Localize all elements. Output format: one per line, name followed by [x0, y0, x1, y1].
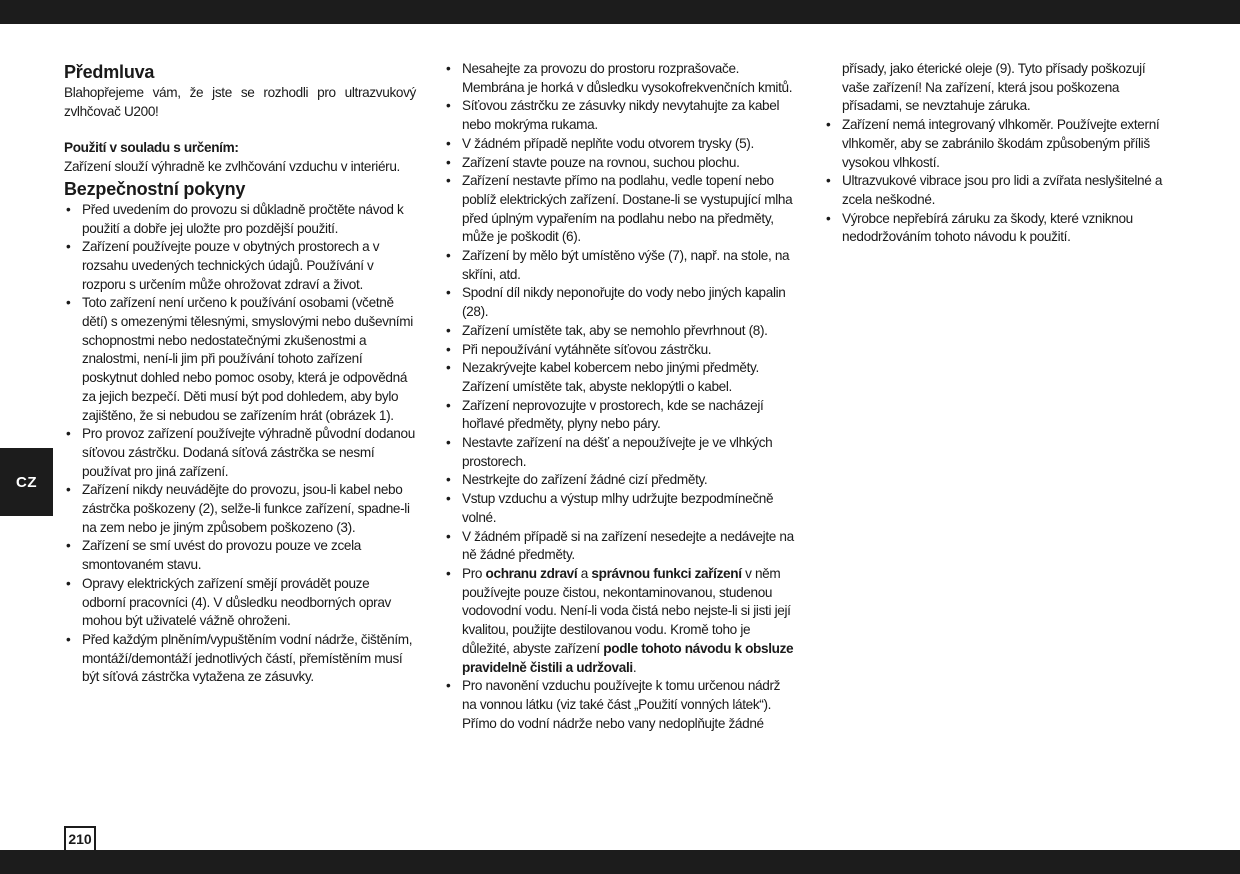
- intro-text: Blahopřejeme vám, že jste se rozhodli pro ultrazvukový zvlhčovač U200!: [64, 85, 416, 119]
- list-item: • Spodní díl nikdy neponořujte do vody nebo jiných kapalin (28).: [444, 284, 796, 321]
- list-item: • Toto zařízení není určeno k používání osobami (včetně dětí) s omezenými tělesnými, smyslovými nebo duševními schopnostmi nebo nedostatečnými zkušenostmi a znalostmi, není-li jim při používání tohoto zařízení poskytnut dohled nebo pomoc osoby, která je odpovědná za jejich bezpečí. Děti musí být pod dohledem, aby bylo zajištěno, že si nebudou se zařízením hrát (obrázek 1).: [64, 294, 416, 425]
- safety-list-end: [824, 60, 1176, 247]
- intro-title: Předmluva: [64, 62, 155, 82]
- list-item-continued: přísady, jako éterické oleje (9). Tyto přísady poškozují vaše zařízení! Na zařízení, která jsou poškozena přísadami, se nevztahuje záruka.: [842, 61, 1146, 114]
- list-item: • Zařízení se smí uvést do provozu pouze ve zcela smontovaném stavu.: [64, 537, 416, 574]
- list-item: • Při nepoužívání vytáhněte síťovou zástrčku.: [444, 341, 796, 360]
- water-text-mid2: v něm používejte pouze čistou, nekontaminovanou, studenou vodovodní vodu. Není-li voda čistá nebo nejste-li si jisti její kvalitou, použijte destilovanou vodu. Kromě toho je důležité, abyste zařízení: [462, 565, 791, 656]
- water-bold-health: ochranu zdraví: [485, 565, 578, 581]
- water-bold-cleaning: podle tohoto návodu k obsluze pravidelně čistili a udržovali: [462, 640, 794, 675]
- list-item: • Opravy elektrických zařízení smějí provádět pouze odborní pracovníci (4). V důsledku neodborných oprav mohou být uživatelé vážně ohroženi.: [64, 575, 416, 631]
- list-item: • V žádném případě si na zařízení nesedejte a nedávejte na ně žádné předměty.: [444, 528, 796, 565]
- list-item: • Zařízení nemá integrovaný vlhkoměr. Používejte externí vlhkoměr, aby se zabránilo škodám způsobeným příliš vysokou vlhkostí.: [824, 116, 1176, 172]
- list-item: • Síťovou zástrčku ze zásuvky nikdy nevytahujte za kabel nebo mokrýma rukama.: [444, 97, 796, 134]
- safety-title: Bezpečnostní pokyny: [64, 178, 246, 199]
- list-item: • V žádném případě neplňte vodu otvorem trysky (5).: [444, 135, 796, 154]
- list-item: • Pro navonění vzduchu používejte k tomu určenou nádrž na vonnou látku (viz také část „Použití vonných látek“). Přímo do vodní nádrže nebo vany nedoplňujte žádné: [444, 677, 796, 733]
- bottom-bar: [0, 850, 1240, 874]
- list-item-water-quality: [444, 565, 796, 677]
- list-item: • Zařízení stavte pouze na rovnou, suchou plochu.: [444, 154, 796, 173]
- list-item: • Zařízení nikdy neuvádějte do provozu, jsou-li kabel nebo zástrčka poškozeny (2), selže-li funkce zařízení, spadne-li na zem nebo je jiným způsobem poškozeno (3).: [64, 481, 416, 537]
- list-item: • Zařízení by mělo být umístěno výše (7), např. na stole, na skříni, atd.: [444, 247, 796, 284]
- list-item: • Nesahejte za provozu do prostoru rozprašovače. Membrána je horká v důsledku vysokofrekvenčních kmitů.: [444, 60, 796, 97]
- list-item: • Před každým plněním/vypuštěním vodní nádrže, čištěním, montáží/demontáží jednotlivých částí, přemístěním musí být síťová zástrčka vytažena ze zásuvky.: [64, 631, 416, 687]
- language-tab: CZ: [0, 448, 53, 516]
- list-item: • Nestrkejte do zařízení žádné cizí předměty.: [444, 471, 796, 490]
- list-item: • Nestavte zařízení na déšť a nepoužívejte je ve vlhkých prostorech.: [444, 434, 796, 471]
- page-number: 210: [64, 826, 96, 850]
- list-item: • Před uvedením do provozu si důkladně pročtěte návod k použití a dobře jej uložte pro pozdější použití.: [64, 201, 416, 238]
- list-item: • Výrobce nepřebírá záruku za škody, které vzniknou nedodržováním tohoto návodu k použití.: [824, 210, 1176, 247]
- list-item: • Zařízení nestavte přímo na podlahu, vedle topení nebo poblíž elektrických zařízení. Dostane-li se vystupující mlha před úplným vypařením na podlahu nebo na předměty, může je poškodit (6).: [444, 172, 796, 247]
- list-item: • Zařízení používejte pouze v obytných prostorech a v rozsahu uvedených technických údajů. Používání v rozporu s určením může ohrožovat zdraví a život.: [64, 238, 416, 294]
- list-item: • Vstup vzduchu a výstup mlhy udržujte bezpodmínečně volné.: [444, 490, 796, 527]
- safety-list: [64, 201, 416, 687]
- water-text-pre: Pro: [462, 565, 486, 581]
- column-1: [64, 60, 416, 687]
- usage-title: Použití v souladu s určením:: [64, 140, 239, 156]
- top-bar: [0, 0, 1240, 24]
- safety-list-continued: [444, 60, 796, 733]
- water-bold-function: správnou funkci zařízení: [591, 565, 742, 581]
- list-item: • Nezakrývejte kabel kobercem nebo jinými předměty. Zařízení umístěte tak, abyste neklopýtli o kabel.: [444, 359, 796, 396]
- list-item: • Zařízení neprovozujte v prostorech, kde se nacházejí hořlavé předměty, plyny nebo páry.: [444, 397, 796, 434]
- column-2: [444, 60, 796, 733]
- column-3: [824, 60, 1176, 247]
- water-text-mid1: a: [577, 565, 592, 581]
- list-item: • Pro provoz zařízení používejte výhradně původní dodanou síťovou zástrčku. Dodaná síťová zástrčka se nesmí používat pro jiná zařízení.: [64, 425, 416, 481]
- usage-text: Zařízení slouží výhradně ke zvlhčování vzduchu v interiéru.: [64, 159, 400, 175]
- list-item: • Ultrazvukové vibrace jsou pro lidi a zvířata neslyšitelné a zcela neškodné.: [824, 172, 1176, 209]
- water-text-end: .: [632, 659, 637, 675]
- list-item: • Zařízení umístěte tak, aby se nemohlo převrhnout (8).: [444, 322, 796, 341]
